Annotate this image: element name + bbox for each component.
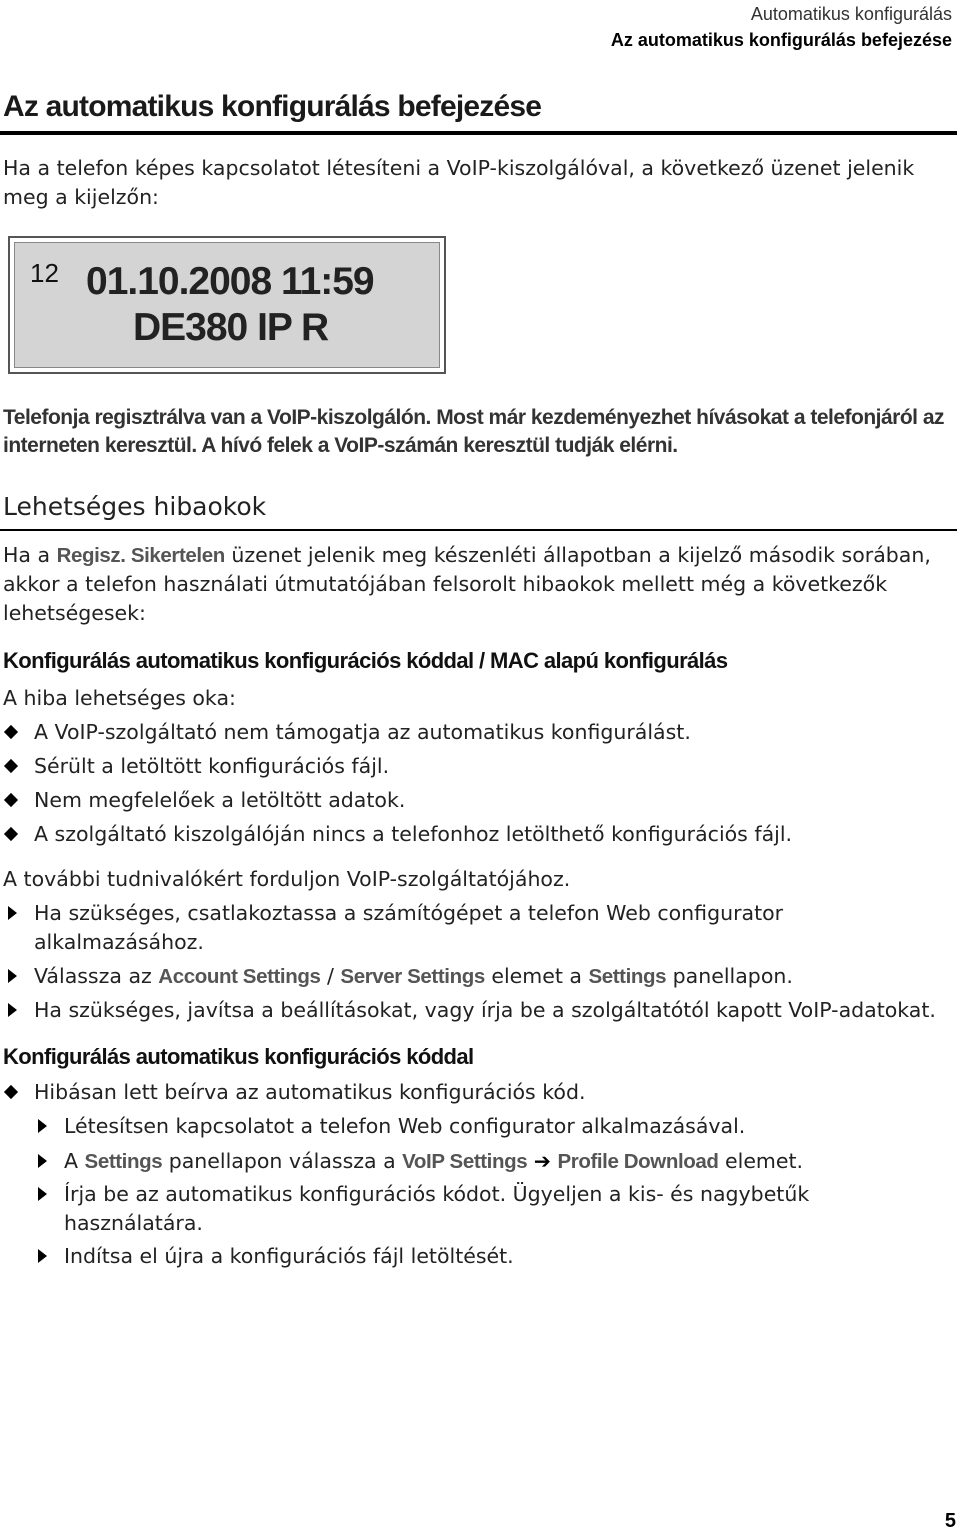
- step-text: Létesítsen kapcsolatot a telefon Web configurator alkalmazásával.: [64, 1114, 746, 1138]
- ui-label-settings: Settings: [588, 965, 667, 988]
- display-model: DE380 IP R: [133, 306, 329, 349]
- step-text: panellapon válassza a: [162, 1149, 403, 1173]
- registered-message: Telefonja regisztrálva van a VoIP-kiszolgálón. Most már kezdeményezhet hívásokat a telefonjáról az interneten keresztül. A hívó felek a VoIP-számán keresztül tudják elérni.: [3, 406, 945, 457]
- display-message: Regisz. Sikertelen: [56, 544, 225, 567]
- cause-text: Nem megfelelőek a letöltött adatok.: [34, 788, 406, 812]
- step-text: /: [320, 964, 341, 988]
- title-divider: [0, 131, 957, 135]
- cause-item: [34, 786, 954, 815]
- errors-divider: [0, 529, 957, 531]
- errors-heading: Lehetséges hibaokok: [3, 492, 267, 521]
- header-chapter: Automatikus konfigurálás: [750, 4, 952, 24]
- intro-paragraph: Ha a telefon képes kapcsolatot létesíteni a VoIP-kiszolgálóval, a következő üzenet jelenik meg a kijelzőn:: [3, 156, 915, 209]
- section1-heading: Konfigurálás automatikus konfigurációs kóddal / MAC alapú konfigurálás: [3, 648, 728, 673]
- diamond-bullet-icon: [4, 827, 18, 841]
- triangle-bullet-icon: [38, 1187, 47, 1201]
- step-item: [34, 899, 954, 957]
- step-text: Ha szükséges, csatlakoztassa a számítógépet a telefon Web configurator: [34, 901, 784, 925]
- step-text: alkalmazásához.: [34, 930, 204, 954]
- step-item: [64, 1147, 954, 1176]
- ui-label-account-settings: Account Settings: [158, 965, 321, 988]
- section2-heading: Konfigurálás automatikus konfigurációs kóddal: [3, 1044, 474, 1069]
- triangle-bullet-icon: [8, 906, 17, 920]
- ui-label-server-settings: Server Settings: [340, 965, 485, 988]
- step-text: Indítsa el újra a konfigurációs fájl letöltését.: [64, 1244, 514, 1268]
- step-text: panellapon.: [666, 964, 793, 988]
- step-text: A: [64, 1149, 85, 1173]
- triangle-bullet-icon: [38, 1249, 47, 1263]
- diamond-bullet-icon: [4, 793, 18, 807]
- cause-text: A szolgáltató kiszolgálóján nincs a telefonhoz letölthető konfigurációs fájl.: [34, 822, 793, 846]
- header-section: Az automatikus konfigurálás befejezése: [610, 30, 952, 50]
- step-text: Írja be az automatikus konfigurációs kódot. Ügyeljen a kis- és nagybetűk: [64, 1182, 810, 1206]
- step-text: elemet.: [718, 1149, 804, 1173]
- ui-label-settings: Settings: [84, 1150, 163, 1173]
- step-item: [64, 1112, 954, 1141]
- errors-intro-prefix: Ha a: [3, 543, 57, 567]
- step-item: [64, 1180, 954, 1238]
- cause-text: Hibásan lett beírva az automatikus konfigurációs kód.: [34, 1080, 586, 1104]
- cause-text: Sérült a letöltött konfigurációs fájl.: [34, 754, 390, 778]
- step-item: [34, 962, 954, 991]
- page-number: 5: [944, 1510, 956, 1532]
- step-text: Ha szükséges, javítsa a beállításokat, vagy írja be a szolgáltatótól kapott VoIP-adatokat.: [34, 998, 936, 1022]
- errors-intro-suffix: üzenet jelenik meg készenléti állapotban a kijelző második sorában, akkor a telefon használati útmutatójában felsorolt hibaokok mellett még a következők lehetségesek:: [3, 543, 931, 625]
- step-text: használatára.: [64, 1211, 203, 1235]
- step-item: [34, 996, 954, 1025]
- section1-cause-label: A hiba lehetséges oka:: [3, 686, 236, 710]
- display-datetime: 01.10.2008 11:59: [86, 260, 374, 303]
- triangle-bullet-icon: [38, 1119, 47, 1133]
- cause-item: [34, 820, 954, 849]
- cause-item: [34, 752, 954, 781]
- diamond-bullet-icon: [4, 1085, 18, 1099]
- step-text: Válassza az: [34, 964, 159, 988]
- page-title: Az automatikus konfigurálás befejezése: [3, 90, 542, 123]
- step-item: [64, 1242, 954, 1271]
- triangle-bullet-icon: [8, 969, 17, 983]
- contact-text: A további tudnivalókért forduljon VoIP-szolgáltatójához.: [3, 867, 571, 891]
- triangle-bullet-icon: [8, 1003, 17, 1017]
- diamond-bullet-icon: [4, 725, 18, 739]
- cause-item: [34, 1078, 954, 1107]
- errors-intro: [3, 541, 953, 628]
- triangle-bullet-icon: [38, 1154, 47, 1168]
- step-text: elemet a: [484, 964, 589, 988]
- cause-item: [34, 718, 954, 747]
- diamond-bullet-icon: [4, 759, 18, 773]
- display-number: 12: [30, 258, 59, 288]
- arrow-right-icon: ➔: [533, 1149, 551, 1173]
- cause-text: A VoIP-szolgáltató nem támogatja az automatikus konfigurálást.: [34, 720, 691, 744]
- ui-label-voip-settings: VoIP Settings: [402, 1150, 528, 1173]
- ui-label-profile-download: Profile Download: [557, 1150, 719, 1173]
